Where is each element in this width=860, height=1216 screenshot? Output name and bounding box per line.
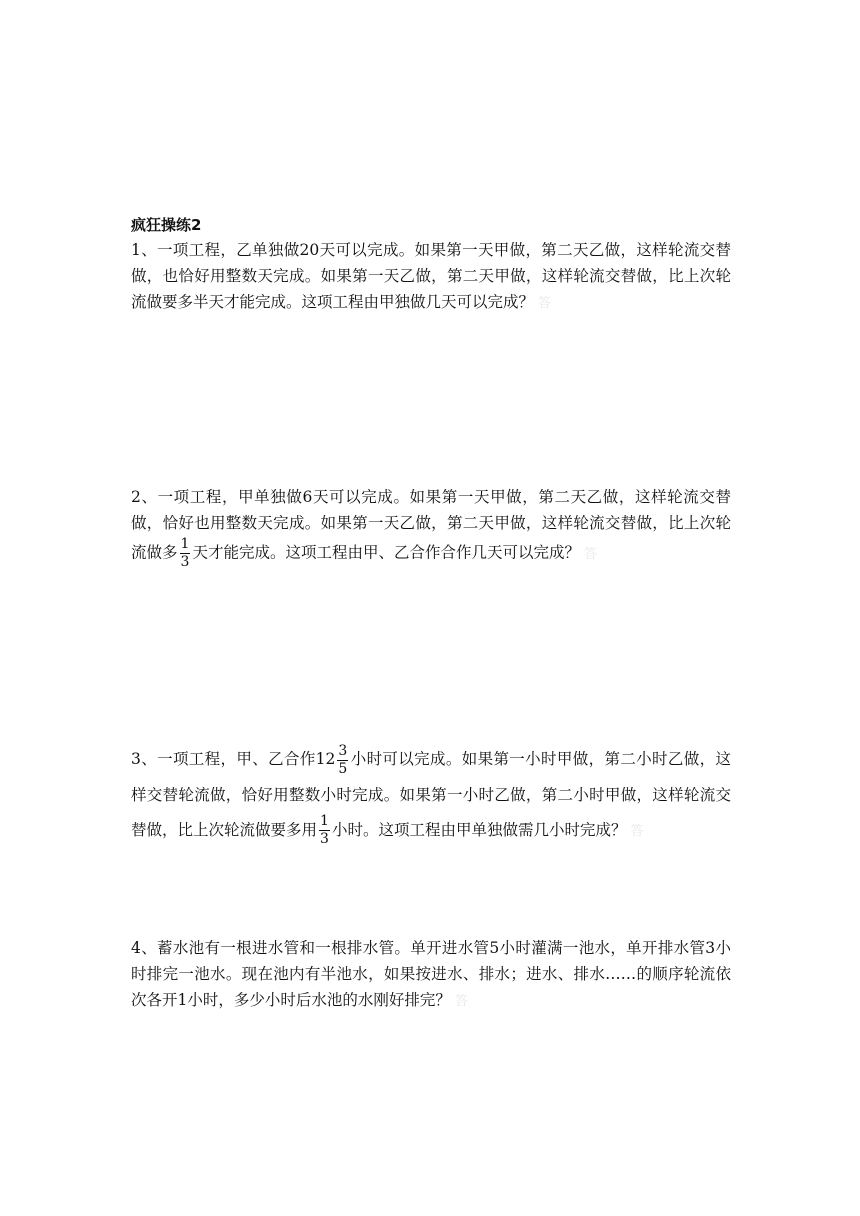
- fraction-three-fifths: [337, 743, 348, 778]
- worksheet-title: 疯狂操练2: [131, 216, 202, 234]
- fraction-denominator: 3: [180, 554, 190, 570]
- problem-3-text-before: 3、一项工程，甲、乙合作12: [131, 750, 336, 768]
- problem-3-text-middle: 小时可以完成。如果第一小时甲做，第二小时乙做，这样交替轮流做，恰好用整数小时完成。如果第一小时乙做，第二小时甲做，这样轮流交替做，比上次轮流做要多用: [131, 750, 731, 839]
- fraction-numerator: 1: [320, 813, 329, 829]
- answer-link[interactable]: 答: [454, 994, 468, 1009]
- answer-link[interactable]: 答: [538, 296, 552, 311]
- problem-1: [131, 237, 731, 317]
- fraction-one-third: [319, 813, 330, 848]
- answer-link[interactable]: 答: [630, 823, 644, 839]
- problem-4-text: 4、蓄水池有一根进水管和一根排水管。单开进水管5小时灌满一池水，单开排水管3小时排完一池水。现在池内有半池水，如果按进水、排水；进水、排水……的顺序轮流依次各开1小时，多少小时后水池的水刚好排完？: [131, 939, 731, 1009]
- answer-link[interactable]: 答: [583, 546, 597, 562]
- problem-2-text-before: 2、一项工程，甲单独做6天可以完成。如果第一天甲做，第二天乙做，这样轮流交替做，恰好也用整数天完成。如果第一天乙做，第二天甲做，这样轮流交替做，比上次轮流做多: [131, 488, 731, 562]
- fraction-one-third: [180, 536, 191, 571]
- fraction-denominator: 5: [338, 760, 348, 777]
- fraction-denominator: 3: [320, 831, 329, 847]
- problem-4: [131, 935, 731, 1015]
- fraction-numerator: 1: [180, 536, 190, 552]
- problem-3-text-after: 小时。这项工程由甲单独做需几小时完成？: [331, 820, 627, 839]
- problem-2-text-after: 天才能完成。这项工程由甲、乙合作合作几天可以完成？: [192, 543, 580, 562]
- fraction-numerator: 3: [338, 742, 348, 759]
- problem-1-text: 1、一项工程，乙单独做20天可以完成。如果第一天甲做，第二天乙做，这样轮流交替做，也恰好用整数天完成。如果第一天乙做，第二天甲做，这样轮流交替做，比上次轮流做要多半天才能完成。这项工程由甲独做几天可以完成？: [131, 241, 731, 311]
- problem-3: [131, 742, 731, 849]
- problem-2: [131, 484, 731, 571]
